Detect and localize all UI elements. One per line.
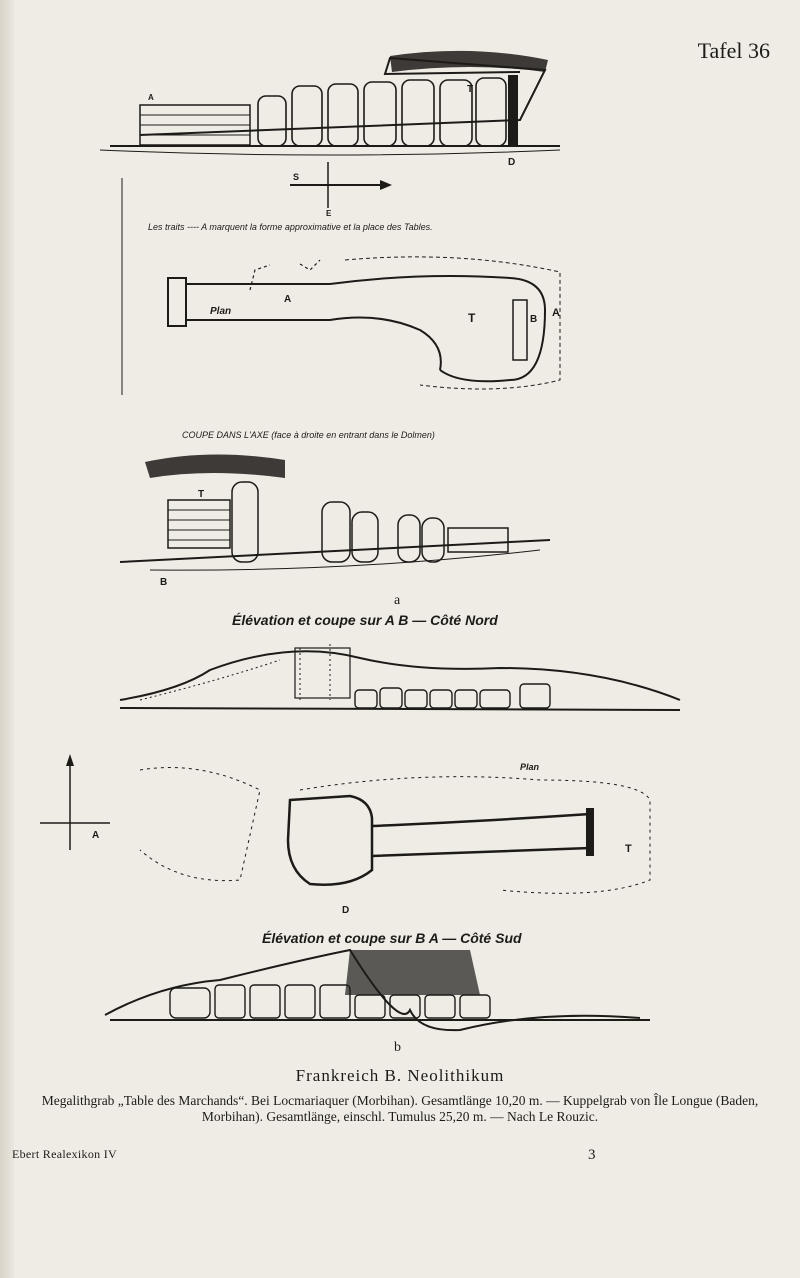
footer-source: Ebert Realexikon IV [12, 1147, 117, 1161]
plate-label: Tafel 36 [697, 38, 770, 63]
fig-a-elevation-top [100, 51, 560, 168]
svg-text:Plan: Plan [210, 306, 232, 317]
section-heading: Frankreich B. Neolithikum [295, 1066, 505, 1085]
svg-text:S: S [293, 172, 300, 182]
legend-text: Les traits ---- A marquent la forme approximative et la place des Tables. [148, 222, 433, 232]
svg-text:A: A [148, 93, 154, 102]
figure-caption: Megalithgrab „Table des Marchands“. Bei Locmariaquer (Morbihan). Gesamtlänge 10,20 m. — Kuppelgrab von Île Longue (Baden, Morbihan). Gesamtlänge, einschl. Tumulus 25,20 m. — Nach Le Rouzic. [41, 1093, 759, 1124]
svg-text:A: A [92, 830, 100, 841]
svg-text:A: A [284, 294, 292, 305]
svg-text:B: B [530, 314, 538, 325]
svg-text:D: D [342, 905, 350, 916]
plan-view [168, 257, 560, 389]
figure-b-letter: b [394, 1040, 401, 1055]
orientation-cross [122, 162, 392, 395]
fig-b-tumulus [105, 950, 650, 1030]
svg-text:Plan: Plan [520, 762, 540, 772]
svg-text:A: A [552, 307, 560, 319]
section-axis [120, 454, 550, 588]
caption-north: Élévation et coupe sur A B — Côté Nord [232, 612, 498, 628]
north-elevation-mound [120, 644, 680, 710]
svg-text:T: T [198, 489, 205, 500]
page-number: 3 [588, 1147, 596, 1163]
svg-text:E: E [326, 209, 332, 218]
svg-text:T: T [625, 843, 632, 855]
svg-text:T: T [468, 311, 476, 325]
figure-a-letter: a [394, 593, 401, 608]
svg-text:D: D [508, 157, 516, 168]
svg-text:B: B [160, 577, 168, 588]
south-plan-chamber [40, 754, 650, 916]
section-title: COUPE DANS L'AXE (face à droite en entrant dans le Dolmen) [182, 430, 435, 440]
svg-text:T: T [467, 84, 474, 95]
caption-south: Élévation et coupe sur B A — Côté Sud [262, 930, 522, 946]
